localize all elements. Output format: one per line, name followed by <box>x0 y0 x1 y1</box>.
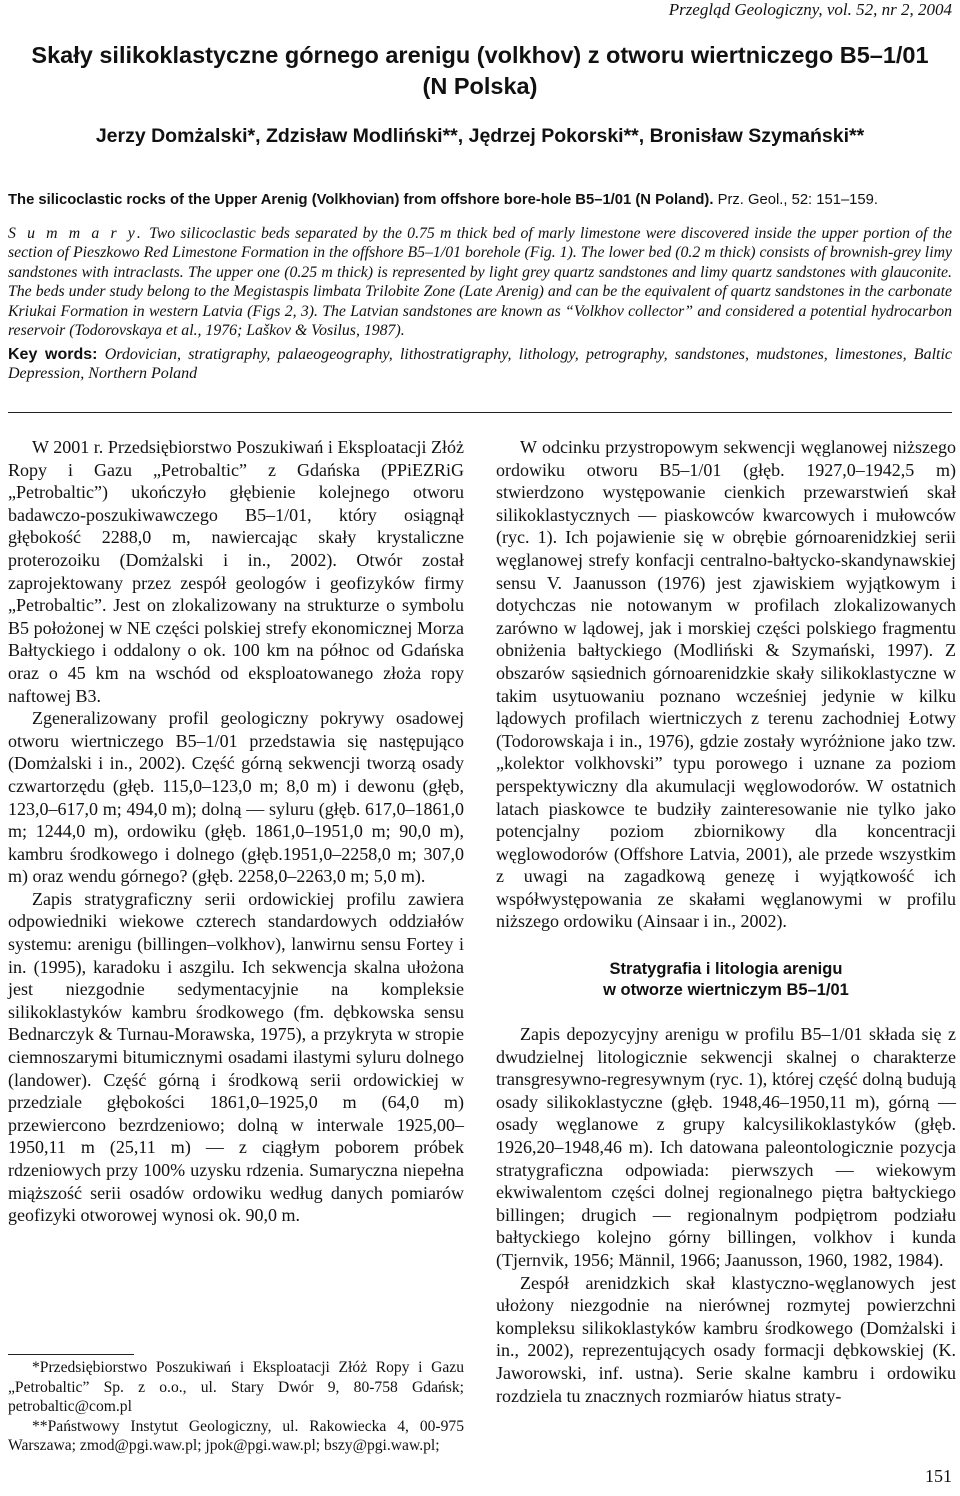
heading-line-1: Stratygrafia i litologia arenigu <box>609 960 843 979</box>
keywords <box>8 345 952 384</box>
authors: Jerzy Domżalski*, Zdzisław Modliński**, Jędrzej Pokorski**, Bronisław Szymański** <box>95 125 865 147</box>
paragraph: Zgeneralizowany profil geologiczny pokrywy osadowej otworu wiertniczego B5–1/01 przedstawia się następująco (Domżalski i in., 2002). Część górną sekwencji tworzą osady czwartorzędu (głęb. 115,0–123,0 m; 8,0 m) i dewonu (głęb, 123,0–617,0 m; 494,0 m); dolną — syluru (głęb. 617,0–1861,0 m; 1244,0 m), ordowiku (głęb. 1861,0–1951,0 m; 90,0 m), kambru środkowego i dolnego (głęb.1951,0–2258,0 m; 307,0 m) oraz wendu górnego? (głęb. 2258,0–2263,0 m; 5,0 m). <box>8 708 464 887</box>
paragraph: W odcinku przystropowym sekwencji węglanowej niższego ordowiku otworu B5–1/01 (głęb. 1927,0–1942,5 m) stwierdzono występowanie cienkich przewarstwień skał silikoklastycznych — piaskowców kwarcowych i mułowców (ryc. 1). Ich pojawienie się w obrębie górnoarenidzkiej serii węglanowej strefy konfacji centralno-bałtycko-skandynawskiej sensu V. Jaanusson (1976) jest zjawiskiem wyjątkowym i dotychczas nie notowanym w profilach zlokalizowanych zarówno w lądowej, jak i morskiej części polskiego fragmentu obniżenia bałtyckiego (Modliński & Szymański, 1997). Z obszarów sąsiednich górnoarenidzkie skały silikoklastyczne w takim usytuowaniu poznano wcześniej jedynie w kilku lądowych profilach wiertniczych z terenu zachodniej Łotwy (Todorowskaja i in., 1976), gdzie zostały wyróżnione jako tzw. „kolektor volkhovski” typu porowego i uznane za poziom perspektywiczny dla akumulacji węglowodorów. W ostatnich latach piaskowce te budziły zainteresowanie nie tylko jako potencjalny poziom zbiornikowy dla koncentracji węglowodorów (Offshore Latvia, 2001), ale przede wszystkim z uwagi na zagadkową genezę i wyjątkowość ich współwystępowania ze skałami węglanowymi w profilu niższego ordowiku (Ainsaar i in., 2002). <box>496 437 956 932</box>
paragraph: W 2001 r. Przedsiębiorstwo Poszukiwań i Eksploatacji Złóż Ropy i Gazu „Petrobaltic” z Gdańska (PPiEZRiG „Petrobaltic”) ukończyło głębienie kolejnego otworu badawczo-poszukiwawczego B5–1/01, który osiągnął głębokość 2288,0 m, nawiercając skały krystaliczne proterozoiku (Domżalski i in., 2002). Otwór został zaprojektowany przez zespół geologów i geofizyków firmy „Petrobaltic”. Jest on zlokalizowany na strukturze o symbolu B5 położonej w NE części polskiej strefy ekonomicznej Morza Bałtyckiego i oddalony o ok. 100 km na północ od Gdańska oraz o 45 km na wschód od eksploatowanego złoża ropy naftowej B3. <box>8 437 464 706</box>
footnotes <box>8 1358 464 1456</box>
keywords-text: Ordovician, stratigraphy, palaeogeography, lithostratigraphy, lithology, petrography, sandstones, mudstones, limestones, Baltic Depression, Northern Poland <box>8 346 952 383</box>
page-number: 151 <box>925 1466 952 1486</box>
reference-citation: Prz. Geol., 52: 151–159. <box>717 192 878 208</box>
left-column <box>8 436 464 1227</box>
abstract-summary <box>8 224 952 340</box>
summary-text: Two silicoclastic beds separated by the 0.75 m thick bed of marly limestone were discovered inside the upper portion of the section of Pieszkowo Red Limestone Formation in the offshore B5–1/01 borehole (Fig. 1). The lower bed (0.2 m thick) consists of brownish-grey limy sandstones with intraclasts. The upper one (0.25 m thick) is represented by light grey quartz sandstones and limy quartz sandstones with glauconite. The beds under study belong to the Megistaspis limbata Trilobite Zone (Late Arenig) and can be the equivalent of quartz sandstones in the carbonate Kriukai Formation in western Latvia (Figs 2, 3). The Latvian sandstones are known as “Volkhov collector” and considered a potential hydrocarbon reservoir (Todorovskaya et al., 1976; Laškov & Vosilus, 1987). <box>8 225 952 340</box>
abstract-reference <box>8 191 952 210</box>
footnote-divider <box>8 1354 134 1355</box>
heading-line-2: w otworze wiertniczym B5–1/01 <box>603 981 849 1000</box>
reference-title: The silicoclastic rocks of the Upper Arenig (Volkhovian) from offshore bore-hole B5–1/01 (N Poland). <box>8 192 714 208</box>
paragraph: Zapis depozycyjny arenigu w profilu B5–1/01 składa się z dwudzielnej litologicznie sekwencji skalnej o charakterze transgresywno-regresywnym (ryc. 1), której część dolną budują osady silikoklastyczne (głęb. 1948,46–1950,11 m), górną — osady węglanowe z grupy kalcysilikoklastyków (głęb. 1926,20–1948,46 m). Ich datowana paleontologicznie pozycja stratygraficzna odpowiada: pierwszych — wiekowym ekwiwalentom części dolnej regionalnego piętra bałtyckiego billingen; drugich — regionalnym podpiętrom podziału bałtyckiego kolejno górny billingen, volkhov i kunda (Tjernvik, 1956; Männil, 1966; Jaanusson, 1960, 1982, 1984). <box>496 1024 956 1270</box>
right-column <box>496 436 956 1407</box>
footnote-2: **Państwowy Instytut Geologiczny, ul. Rakowiecka 4, 00-975 Warszawa; zmod@pgi.waw.pl; jpok@pgi.waw.pl; bszy@pgi.waw.pl; <box>8 1417 464 1454</box>
section-heading <box>496 959 956 1001</box>
keywords-label: Key words: <box>8 346 98 363</box>
paragraph: Zapis stratygraficzny serii ordowickiej profilu zawiera odpowiedniki wiekowe czterech standardowych oddziałów systemu: arenigu (billingen–volkhov), lanwirnu sensu Fortey i in. (1995), karadoku i aszgilu. Ich sekwencja skalna ułożona jest niezgodnie sedymentacyjnie na kompleksie silikoklastyków kambru środkowego (fm. dębkowska sensu Bednarczyk & Turnau-Morawska, 1975), a przykryta w stropie ciemnoszarymi bitumicznymi osadami ilastymi syluru dolnego (landower). Część górną i środkową serii ordowickiej w przedziale głębokości 1861,0–1925,0 m (64,0 m) przewiercono bezrdzeniowo; dolną w interwale 1925,00–1950,11 m (25,11 m) — z ciągłym poborem próbek rdzeniowych przy 100% uzysku rdzenia. Sumaryczna niepełna miąższość serii osadów ordowiku według danych pomiarów geofizyki otworowej wynosi ok. 90,0 m. <box>8 888 464 1226</box>
paragraph: Zespół arenidzkich skał klastyczno-węglanowych jest ułożony niezgodnie na nierównej rozmytej powierzchni kompleksu silikoklastyków kambru środkowego (Domżalski i in., 2002), reprezentujących osady formacji dębkowskiej (K. Jaworowski, inf. ustna). Serie skalne kambru i ordowiku rozdziela tu znacznych rozmiarów hiatus straty- <box>496 1272 956 1406</box>
footnote-1: *Przedsiębiorstwo Poszukiwań i Eksploatacji Złóż Ropy i Gazu „Petrobaltic” Sp. z o.o., ul. Stary Dwór 9, 80-758 Gdańsk; petrobaltic@com.pl <box>8 1359 464 1415</box>
summary-label: S u m m a r y. <box>8 225 144 242</box>
journal-header: Przegląd Geologiczny, vol. 52, nr 2, 2004 <box>668 0 952 19</box>
article-title: Skały silikoklastyczne górnego arenigu (volkhov) z otworu wiertniczego B5–1/01 (N Polska) <box>31 42 929 99</box>
section-divider <box>8 412 952 413</box>
